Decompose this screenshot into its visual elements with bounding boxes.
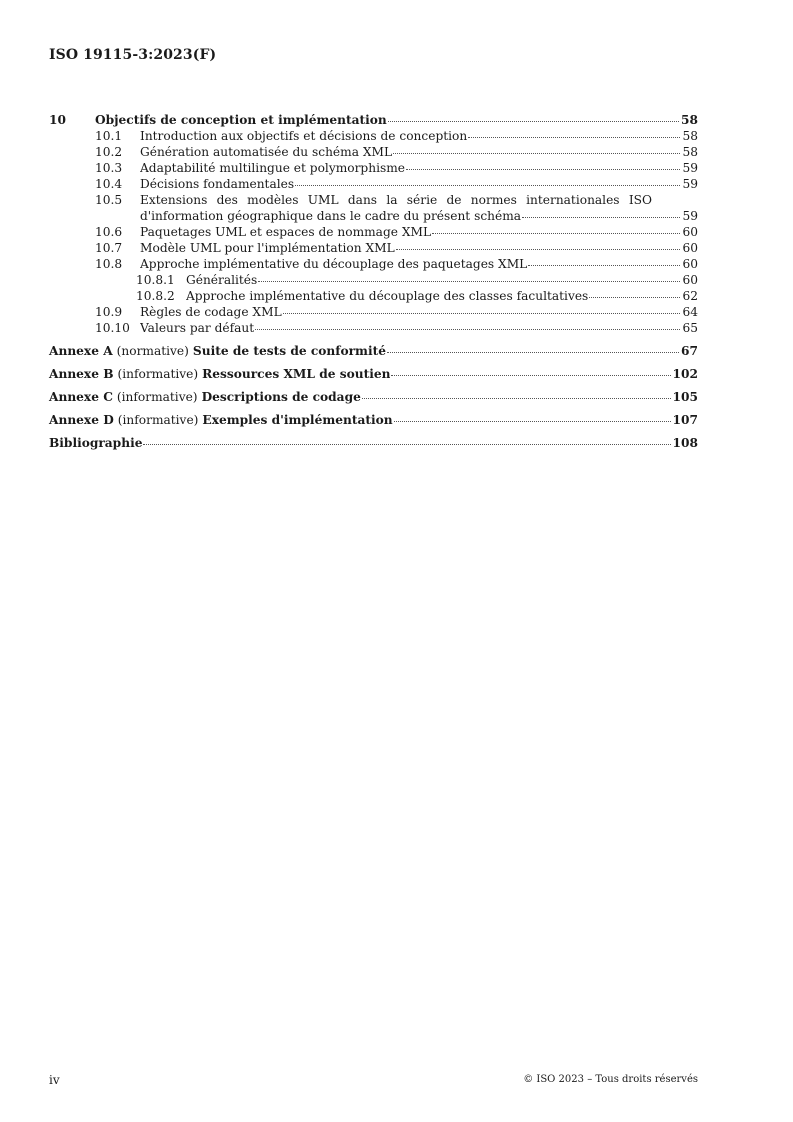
toc-entry-clause-10[interactable] [49, 112, 698, 128]
toc-leader-dots [406, 169, 680, 170]
toc-entry-annex-c[interactable] [49, 389, 698, 405]
annex-type: (informative) [117, 367, 199, 381]
toc-entry-page: 59 [682, 209, 698, 223]
toc-entry-title: Génération automatisée du schéma XML [140, 145, 393, 159]
toc-leader-dots [522, 217, 680, 218]
toc-entry-page: 60 [682, 257, 698, 271]
toc-entry-number: 10.8 [95, 257, 123, 271]
toc-entry-page: 65 [682, 321, 698, 335]
toc-entry-title: Approche implémentative du découplage des classes facultatives [186, 289, 589, 303]
table-of-contents [49, 112, 698, 451]
toc-entry-page: 58 [682, 145, 698, 159]
toc-entry-10-4[interactable] [49, 176, 698, 192]
toc-entry-title: Modèle UML pour l'implémentation XML [140, 241, 395, 255]
toc-entry-annex-d[interactable] [49, 412, 698, 428]
toc-entry-page: 64 [682, 305, 698, 319]
toc-leader-dots [589, 297, 680, 298]
toc-entry-10-8-1[interactable] [49, 272, 698, 288]
toc-entry-10-3[interactable] [49, 160, 698, 176]
toc-entry-annex-a[interactable] [49, 343, 698, 359]
toc-leader-dots [391, 375, 670, 376]
toc-leader-dots [394, 421, 671, 422]
toc-entry-title-line2: d'information géographique dans le cadre du présent schéma [140, 209, 522, 223]
toc-leader-dots [143, 444, 670, 445]
toc-entry-10-8[interactable] [49, 256, 698, 272]
toc-entry-10-9[interactable] [49, 304, 698, 320]
toc-entry-bibliography[interactable] [49, 435, 698, 451]
toc-entry-title: Paquetages UML et espaces de nommage XML [140, 225, 432, 239]
toc-entry-title: Suite de tests de conformité [192, 344, 386, 358]
toc-entry-page: 59 [682, 177, 698, 191]
toc-entry-number: 10.8.1 [136, 273, 175, 287]
toc-entry-page: 108 [672, 436, 698, 450]
toc-entry-10-5[interactable] [49, 192, 698, 224]
toc-entry-title: Approche implémentative du découplage des paquetages XML [140, 257, 528, 271]
copyright-notice: © ISO 2023 – Tous droits réservés [523, 1074, 698, 1085]
toc-entry-page: 59 [682, 161, 698, 175]
annex-type: (informative) [117, 413, 199, 427]
toc-entry-10-10[interactable] [49, 320, 698, 336]
toc-leader-dots [255, 329, 680, 330]
toc-entry-title: Ressources XML de soutien [202, 367, 391, 381]
toc-leader-dots [528, 265, 680, 266]
toc-entry-number: 10.9 [95, 305, 123, 319]
toc-leader-dots [283, 313, 681, 314]
toc-entry-title: Généralités [186, 273, 258, 287]
toc-entry-page: 60 [682, 225, 698, 239]
document-header: ISO 19115-3:2023(F) [49, 47, 217, 63]
toc-entry-number: 10.6 [95, 225, 123, 239]
toc-entry-title: Descriptions de codage [201, 390, 361, 404]
toc-leader-dots [362, 398, 671, 399]
toc-entry-title: Objectifs de conception et implémentation [95, 113, 387, 127]
toc-leader-dots [387, 352, 679, 353]
annex-name: Annexe A [49, 344, 113, 358]
toc-entry-title-line1: Extensions des modèles UML dans la série de normes internationales ISO [140, 193, 652, 207]
toc-entry-10-1[interactable] [49, 128, 698, 144]
toc-entry-number: 10.10 [95, 321, 130, 335]
toc-entry-number: 10.3 [95, 161, 123, 175]
toc-entry-title: Valeurs par défaut [140, 321, 255, 335]
toc-entry-title: Exemples d'implémentation [202, 413, 393, 427]
toc-entry-number: 10.7 [95, 241, 123, 255]
toc-entry-page: 60 [682, 273, 698, 287]
toc-entry-annex-b[interactable] [49, 366, 698, 382]
toc-entry-10-7[interactable] [49, 240, 698, 256]
toc-leader-dots [295, 185, 680, 186]
toc-leader-dots [388, 121, 679, 122]
toc-entry-page: 67 [681, 344, 698, 358]
toc-entry-title: Décisions fondamentales [140, 177, 295, 191]
annex-type: (normative) [116, 344, 189, 358]
toc-entry-title: Règles de codage XML [140, 305, 282, 319]
annex-type: (informative) [116, 390, 198, 404]
toc-leader-dots [396, 249, 681, 250]
toc-entry-page: 58 [681, 113, 698, 127]
toc-leader-dots [393, 153, 680, 154]
toc-entry-10-8-2[interactable] [49, 288, 698, 304]
toc-entry-number: 10.2 [95, 145, 123, 159]
toc-entry-page: 102 [672, 367, 698, 381]
toc-entry-page: 107 [672, 413, 698, 427]
toc-entry-number: 10.8.2 [136, 289, 175, 303]
toc-entry-page: 58 [682, 129, 698, 143]
toc-entry-10-6[interactable] [49, 224, 698, 240]
annex-name: Annexe C [49, 390, 113, 404]
toc-entry-title: Adaptabilité multilingue et polymorphisme [140, 161, 405, 175]
toc-entry-title: Bibliographie [49, 436, 143, 450]
annex-name: Annexe D [49, 413, 114, 427]
toc-entry-number: 10.5 [95, 193, 123, 207]
toc-entry-10-2[interactable] [49, 144, 698, 160]
toc-leader-dots [258, 281, 680, 282]
page-number: iv [49, 1073, 60, 1087]
toc-entry-page: 60 [682, 241, 698, 255]
toc-entry-page: 62 [682, 289, 698, 303]
toc-entry-title: Introduction aux objectifs et décisions de conception [140, 129, 468, 143]
toc-entry-page: 105 [672, 390, 698, 404]
toc-entry-number: 10 [49, 113, 66, 127]
annex-name: Annexe B [49, 367, 114, 381]
toc-leader-dots [468, 137, 680, 138]
toc-leader-dots [432, 233, 680, 234]
toc-entry-number: 10.1 [95, 129, 123, 143]
toc-entry-number: 10.4 [95, 177, 123, 191]
